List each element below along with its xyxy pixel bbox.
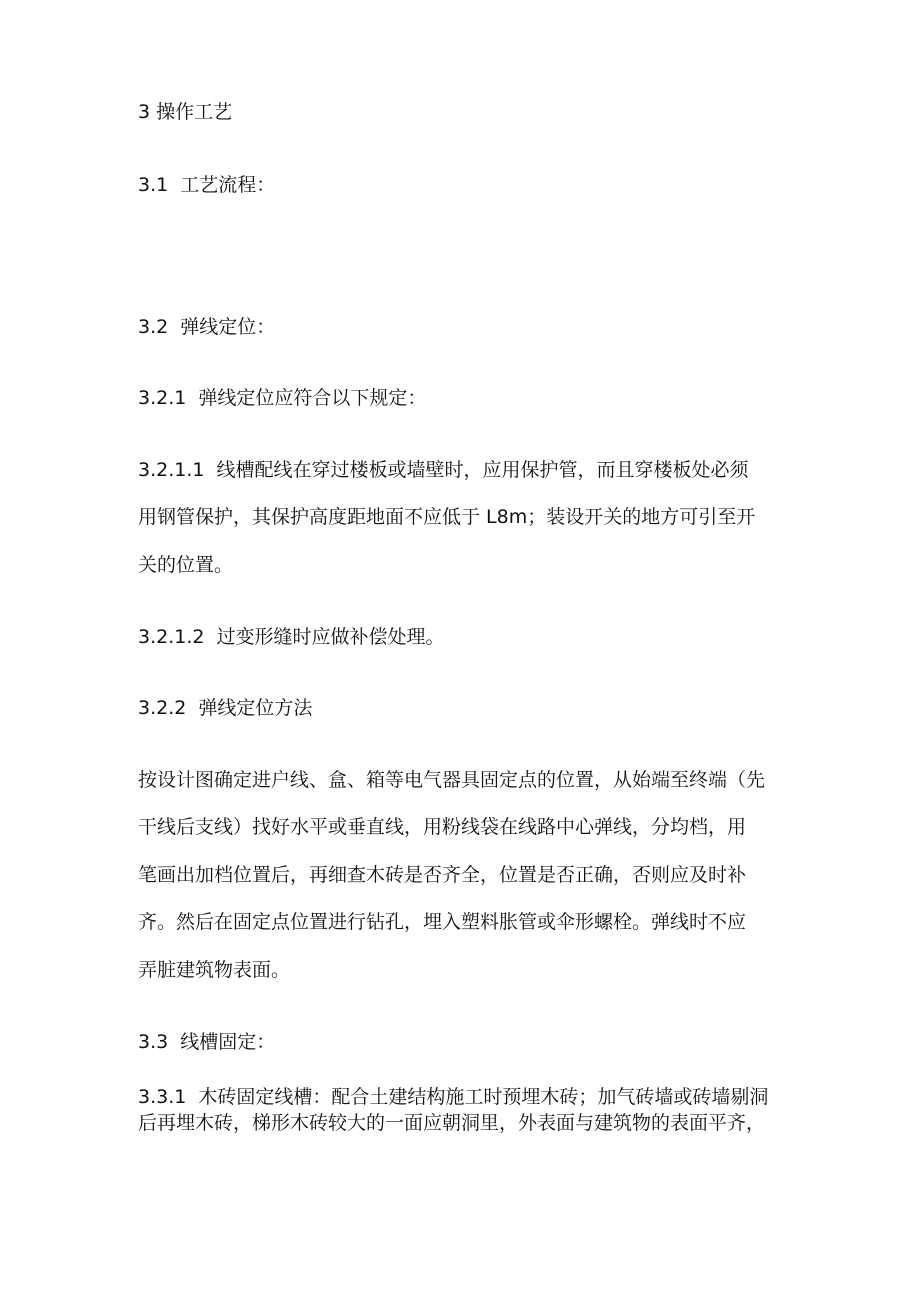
heading-3-3-trunking-fixing: 3.3 线槽固定：: [138, 1031, 276, 1053]
paragraph-line: 按设计图确定进户线、盒、箱等电气器具固定点的位置，从始端至终端（先: [138, 769, 766, 791]
heading-3-2-line-positioning: 3.2 弹线定位：: [138, 316, 276, 338]
paragraph-line: 3.2.1.1 线槽配线在穿过楼板或墙壁时，应用保护管，而且穿楼板处必须: [138, 459, 749, 481]
heading-3-2-2-method: 3.2.2 弹线定位方法: [138, 697, 313, 719]
heading-3-2-1-regulations: 3.2.1 弹线定位应符合以下规定：: [138, 387, 427, 409]
paragraph-line: 干线后支线）找好水平或垂直线，用粉线袋在线路中心弹线，分均档，用: [138, 816, 747, 838]
paragraph-line: 弄脏建筑物表面。: [138, 959, 291, 981]
paragraph-line: 笔画出加档位置后，再细查木砖是否齐全，位置是否正确，否则应及时补: [138, 864, 747, 886]
paragraph-line: 用钢管保护，其保护高度距地面不应低于 L8m；装设开关的地方可引至开: [138, 506, 756, 528]
paragraph-line: 3.3.1 木砖固定线槽：配合土建结构施工时预埋木砖；加气砖墙或砖墙剔洞: [138, 1086, 769, 1108]
paragraph-line: 齐。然后在固定点位置进行钻孔，埋入塑料胀管或伞形螺栓。弹线时不应: [138, 911, 747, 933]
paragraph-line: 关的位置。: [138, 554, 234, 576]
heading-3-1-process-flow: 3.1 工艺流程：: [138, 174, 276, 196]
heading-3-operation-process: 3 操作工艺: [138, 101, 233, 123]
paragraph-3-2-1-2: 3.2.1.2 过变形缝时应做补偿处理。: [138, 626, 445, 648]
paragraph-line: 后再埋木砖，梯形木砖较大的一面应朝洞里，外表面与建筑物的表面平齐，: [138, 1112, 766, 1134]
